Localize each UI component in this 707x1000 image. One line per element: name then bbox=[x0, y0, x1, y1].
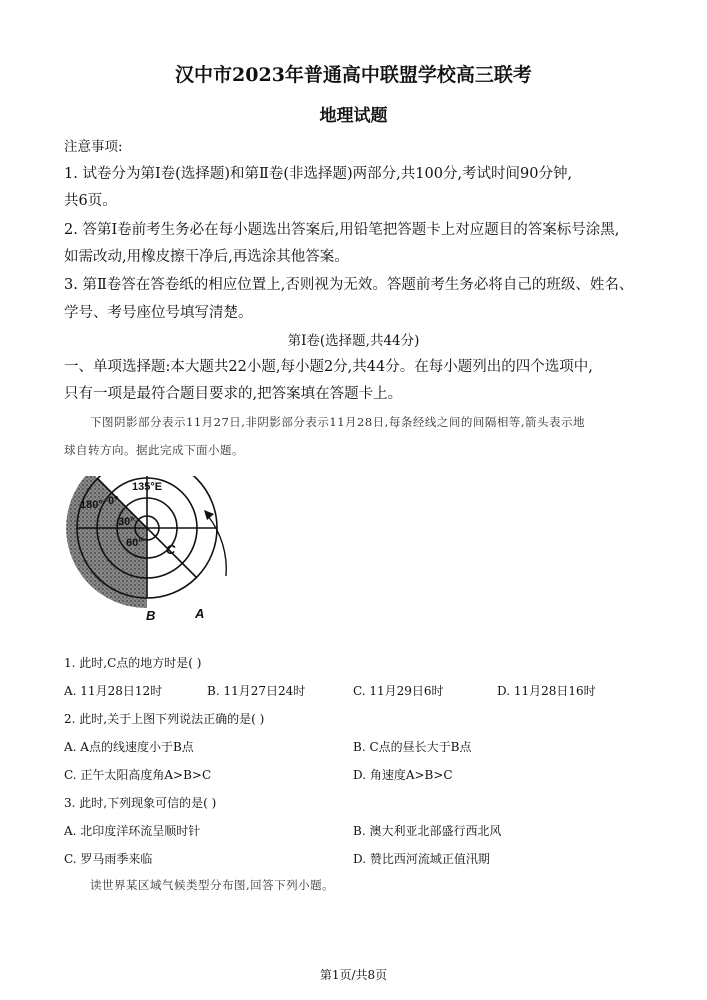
label-30: 30° bbox=[118, 516, 135, 528]
q3-option-c: C. 罗马雨季来临 bbox=[64, 852, 153, 866]
label-135e: 135°E bbox=[132, 481, 163, 493]
q2-option-c: C. 正午太阳高度角A>B>C bbox=[64, 768, 212, 782]
page-number: 第1页/共8页 bbox=[319, 968, 388, 982]
q2-option-b: B. C点的昼长大于B点 bbox=[353, 740, 472, 754]
label-point-b: B bbox=[146, 608, 156, 623]
q1-option-c: C. 11月29日6时 bbox=[353, 684, 444, 698]
question-1-stem: 1. 此时,C点的地方时是( ) bbox=[64, 656, 202, 670]
exam-title: 汉中市2023年普通高中联盟学校高三联考 bbox=[175, 64, 532, 86]
q2-option-a: A. A点的线速度小于B点 bbox=[64, 740, 194, 754]
label-0: 0° bbox=[108, 495, 119, 507]
label-point-a: A bbox=[195, 606, 205, 621]
q2-option-d: D. 角速度A>B>C bbox=[353, 768, 453, 782]
q3-option-a: A. 北印度洋环流呈顺时针 bbox=[64, 824, 201, 838]
note-2-line2: 如需改动,用橡皮擦干净后,再选涂其他答案。 bbox=[64, 249, 349, 265]
q1-option-d: D. 11月28日16时 bbox=[497, 684, 596, 698]
material-2-line1: 读世界某区域气候类型分布图,回答下列小题。 bbox=[90, 878, 335, 892]
polar-view-diagram bbox=[66, 476, 246, 628]
question-3-stem: 3. 此时,下列现象可信的是( ) bbox=[64, 796, 217, 810]
material-1-line2: 球自转方向。据此完成下面小题。 bbox=[64, 443, 244, 457]
q3-option-d: D. 赞比西河流域正值汛期 bbox=[353, 852, 490, 866]
note-2-line1: 2. 答第Ⅰ卷前考生务必在每小题选出答案后,用铅笔把答题卡上对应题目的答案标号涂黑, bbox=[64, 222, 620, 238]
note-1-line1: 1. 试卷分为第Ⅰ卷(选择题)和第Ⅱ卷(非选择题)两部分,共100分,考试时间90分钟, bbox=[64, 166, 573, 182]
q1-option-b: B. 11月27日24时 bbox=[207, 684, 306, 698]
notes-heading: 注意事项: bbox=[64, 139, 123, 155]
label-point-c: C bbox=[166, 542, 176, 557]
exam-subtitle: 地理试题 bbox=[319, 106, 388, 126]
q1-option-a: A. 11月28日12时 bbox=[64, 684, 163, 698]
note-3-line2: 学号、考号座位号填写清楚。 bbox=[64, 305, 253, 321]
note-1-line2: 共6页。 bbox=[64, 193, 117, 209]
note-3-line1: 3. 第Ⅱ卷答在答卷纸的相应位置上,否则视为无效。答题前考生务必将自己的班级、姓名、 bbox=[64, 277, 634, 293]
material-1-line1: 下图阴影部分表示11月27日,非阴影部分表示11月28日,每条经线之间的间隔相等,箭头表示地 bbox=[90, 415, 585, 429]
q3-option-b: B. 澳大利亚北部盛行西北风 bbox=[353, 824, 502, 838]
section-heading: 第Ⅰ卷(选择题,共44分) bbox=[287, 333, 420, 349]
section-intro-line2: 只有一项是最符合题目要求的,把答案填在答题卡上。 bbox=[64, 386, 403, 402]
label-60: 60° bbox=[126, 537, 143, 549]
question-2-stem: 2. 此时,关于上图下列说法正确的是( ) bbox=[64, 712, 265, 726]
section-intro-line1: 一、单项选择题:本大题共22小题,每小题2分,共44分。在每小题列出的四个选项中, bbox=[64, 359, 593, 375]
label-180: 180° bbox=[80, 499, 103, 511]
